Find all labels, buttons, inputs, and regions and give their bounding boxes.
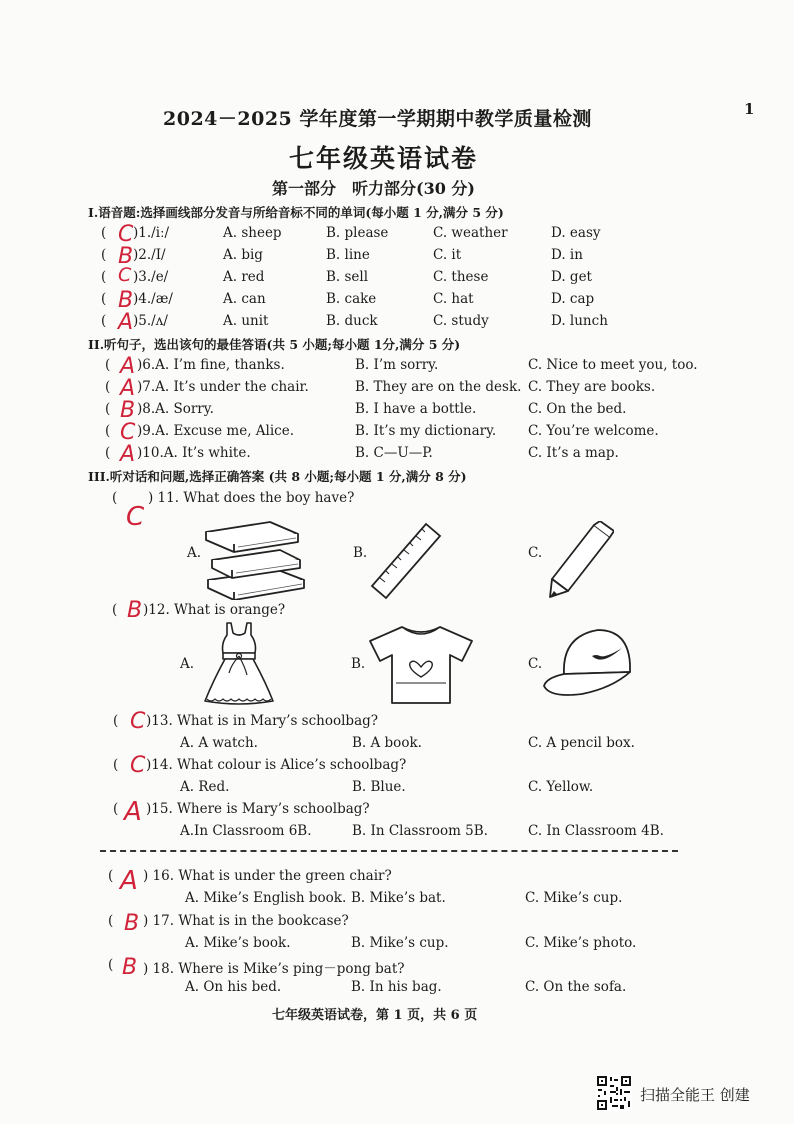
- list-item: [0, 288, 794, 313]
- handwritten-answer: B: [118, 244, 134, 269]
- handwritten-answer: C: [118, 264, 132, 286]
- list-item: [0, 735, 794, 755]
- list-item: [0, 709, 794, 734]
- list-item: [0, 866, 794, 896]
- option-c: C. Nice to meet you, too.: [528, 357, 698, 373]
- list-item: [0, 264, 794, 289]
- question-11: ) 11. What does the boy have?: [148, 490, 355, 506]
- option-c: C. In Classroom 4B.: [528, 823, 664, 839]
- paren: (: [113, 757, 119, 773]
- handwritten-answer: C: [120, 420, 136, 445]
- handwritten-answer: B: [118, 288, 134, 313]
- exam-subtitle: 七年级英语试卷: [289, 144, 479, 173]
- option-d: D. cap: [551, 291, 595, 307]
- paren: (: [112, 602, 118, 618]
- option-a: A. sheep: [223, 225, 282, 241]
- item-number: )1./iː/: [133, 225, 170, 241]
- question-18: ) 18. Where is Mike’s ping－pong bat?: [143, 961, 405, 977]
- list-item: [0, 442, 794, 467]
- question-with-option-a: )9.A. Excuse me, Alice.: [137, 423, 295, 439]
- option-a: A. On his bed.: [185, 979, 282, 995]
- item-number: )4./æ/: [133, 291, 173, 307]
- ruler-icon: [366, 520, 446, 600]
- list-item: [0, 420, 794, 445]
- paren: (: [105, 357, 111, 373]
- question-15: )15. Where is Mary’s schoolbag?: [146, 801, 370, 817]
- paren: (: [112, 490, 118, 506]
- list-item: [0, 779, 794, 799]
- paren: (: [105, 423, 111, 439]
- option-d: D. get: [551, 269, 592, 285]
- list-item: [0, 354, 794, 379]
- option-b: B. Mike’s bat.: [351, 890, 446, 906]
- option-c: C. it: [433, 247, 462, 263]
- handwritten-answer: C: [130, 709, 146, 734]
- tshirt-icon: [368, 625, 474, 705]
- paren: (: [101, 269, 107, 285]
- list-item: [0, 890, 794, 910]
- handwritten-answer: C: [118, 222, 134, 247]
- option-b: B. Blue.: [352, 779, 406, 795]
- option-d: D. in: [551, 247, 583, 263]
- list-item: [0, 979, 794, 999]
- option-d: D. easy: [551, 225, 601, 241]
- list-item: [0, 398, 794, 423]
- option-c: C. They are books.: [528, 379, 656, 395]
- option-a: A. can: [223, 291, 266, 307]
- question-16: ) 16. What is under the green chair?: [143, 868, 392, 884]
- paren: (: [108, 913, 114, 929]
- option-b: B. sell: [326, 269, 369, 285]
- option-d: D. lunch: [551, 313, 608, 329]
- part-heading: 第一部分 听力部分(30 分): [272, 179, 475, 198]
- list-item: [0, 797, 794, 827]
- handwritten-answer: C: [130, 753, 146, 778]
- handwritten-answer: A: [120, 376, 136, 401]
- option-a-label: A.: [180, 656, 195, 672]
- scanner-watermark: 扫描全能王 创建: [640, 1086, 750, 1104]
- dress-icon: [203, 621, 275, 707]
- paren: (: [101, 247, 107, 263]
- question-with-option-a: )8.A. Sorry.: [137, 401, 214, 417]
- question-12: )12. What is orange?: [143, 602, 286, 618]
- list-item: [0, 823, 794, 843]
- option-c: C. weather: [433, 225, 508, 241]
- option-c: C. A pencil box.: [528, 735, 635, 751]
- option-b: B. It’s my dictionary.: [355, 423, 497, 439]
- section2-heading: II.听句子，选出该句的最佳答语(共 5 小题;每小题 1分,满分 5 分): [88, 337, 461, 352]
- list-item: [0, 753, 794, 778]
- option-b: B. Mike’s cup.: [351, 935, 449, 951]
- paren: (: [113, 713, 119, 729]
- option-a: A. big: [223, 247, 263, 263]
- list-item: [0, 935, 794, 955]
- item-number: )5./ʌ/: [133, 313, 168, 329]
- handwritten-answer: B: [127, 598, 143, 623]
- option-a-label: A.: [187, 545, 202, 561]
- paren: (: [108, 957, 114, 973]
- option-c: C. On the sofa.: [525, 979, 627, 995]
- section3-heading: III.听对话和问题,选择正确答案 (共 8 小题;每小题 1 分,满分 8 分): [88, 469, 467, 484]
- option-b-label: B.: [353, 545, 368, 561]
- option-a: A. red: [223, 269, 265, 285]
- paren: (: [101, 313, 107, 329]
- option-a: A. Mike’s book.: [185, 935, 291, 951]
- option-b-label: B.: [351, 656, 366, 672]
- option-c: C. these: [433, 269, 489, 285]
- option-b: B. duck: [326, 313, 378, 329]
- option-a: A. Mike’s English book.: [185, 890, 347, 906]
- question-13: )13. What is in Mary’s schoolbag?: [146, 713, 378, 729]
- cap-icon: [542, 626, 634, 698]
- page-footer: 七年级英语试卷，第 1 页，共 6 页: [272, 1008, 478, 1023]
- handwritten-answer: A: [120, 866, 138, 896]
- list-item: [0, 310, 794, 335]
- paren: (: [101, 225, 107, 241]
- option-b: B. cake: [326, 291, 377, 307]
- handwritten-answer: B: [122, 955, 138, 980]
- option-a: A. unit: [223, 313, 269, 329]
- option-b: B. A book.: [352, 735, 422, 751]
- corner-mark: 1: [744, 100, 755, 118]
- qr-code-icon: [596, 1075, 632, 1111]
- option-b: B. please: [326, 225, 389, 241]
- paren: (: [105, 379, 111, 395]
- option-c-label: C.: [528, 656, 543, 672]
- handwritten-answer: B: [120, 398, 136, 423]
- option-c: C. study: [433, 313, 489, 329]
- handwritten-answer: A: [120, 354, 136, 379]
- option-b: B. In his bag.: [351, 979, 442, 995]
- books-icon: [200, 514, 310, 600]
- option-b: B. They are on the desk.: [355, 379, 522, 395]
- item-number: )2./I/: [133, 247, 166, 263]
- option-b: B. line: [326, 247, 370, 263]
- handwritten-answer: B: [124, 911, 140, 936]
- option-c: C. You’re welcome.: [528, 423, 659, 439]
- option-b: B. I’m sorry.: [355, 357, 439, 373]
- list-item: [0, 376, 794, 401]
- exam-title: 2024－2025 学年度第一学期期中教学质量检测: [163, 108, 592, 130]
- paren: (: [101, 291, 107, 307]
- option-a: A. A watch.: [180, 735, 258, 751]
- handwritten-answer: A: [124, 797, 142, 827]
- option-a: A. Red.: [180, 779, 230, 795]
- paren: (: [105, 401, 111, 417]
- option-b: B. In Classroom 5B.: [352, 823, 488, 839]
- question-with-option-a: )6.A. I’m fine, thanks.: [137, 357, 285, 373]
- option-b: B. C—U—P.: [355, 445, 433, 461]
- option-a: A.In Classroom 6B.: [180, 823, 312, 839]
- option-c: C. Mike’s photo.: [525, 935, 637, 951]
- handwritten-answer: A: [118, 310, 134, 335]
- question-14: )14. What colour is Alice’s schoolbag?: [146, 757, 407, 773]
- question-with-option-a: )10.A. It’s white.: [137, 445, 251, 461]
- option-c: C. Mike’s cup.: [525, 890, 623, 906]
- dashed-divider: [100, 850, 678, 852]
- paren: (: [113, 801, 119, 817]
- option-c: C. On the bed.: [528, 401, 627, 417]
- question-17: ) 17. What is in the bookcase?: [143, 913, 349, 929]
- paren: (: [105, 445, 111, 461]
- list-item: [0, 222, 794, 247]
- option-c: C. hat: [433, 291, 474, 307]
- item-number: )3./e/: [133, 269, 169, 285]
- handwritten-answer: A: [120, 442, 136, 467]
- option-c: C. Yellow.: [528, 779, 594, 795]
- section1-heading: I.语音题:选择画线部分发音与所给音标不同的单词(每小题 1 分,满分 5 分): [88, 205, 504, 220]
- handwritten-answer: C: [126, 502, 145, 532]
- option-c-label: C.: [528, 545, 543, 561]
- pencil-icon: [548, 521, 614, 599]
- list-item: [0, 911, 794, 936]
- option-c: C. It’s a map.: [528, 445, 619, 461]
- option-b: B. I have a bottle.: [355, 401, 477, 417]
- paren: (: [108, 868, 114, 884]
- question-with-option-a: )7.A. It’s under the chair.: [137, 379, 309, 395]
- list-item: [0, 955, 794, 980]
